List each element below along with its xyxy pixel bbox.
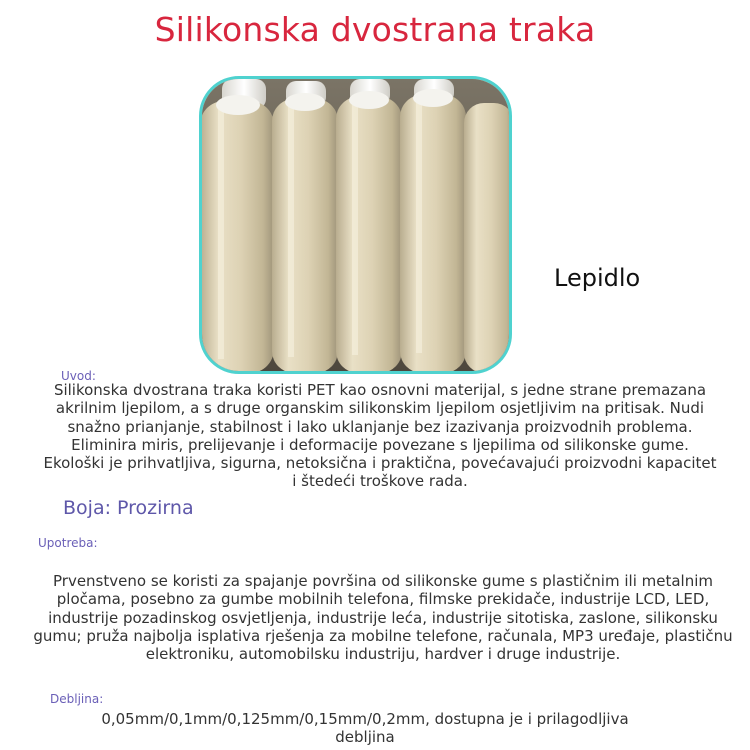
usage-text: Prvenstveno se koristi za spajanje površina od silikonske gume s plastičnim ili metalnim pločama, posebno za gumbe mobilnih telefona, filmske prekidače, industrije LCD, LED, industrije pozadinskog osvjetljenja, industrije leća, industrije sitotiska, zaslone, silikonsku gumu; pruža najbolja isplativa rješenja za mobilne telefone, računala, MP3 uređaje, plastičnu elektroniku, automobilsku industriju, hardver i druge industrije. xyxy=(33,572,733,664)
color-value: Prozirna xyxy=(117,497,194,519)
color-label: Boja: xyxy=(63,497,111,519)
tape-rolls-photo xyxy=(202,79,509,371)
product-photo xyxy=(199,76,512,374)
thickness-label: Debljina: xyxy=(50,692,104,706)
color-line xyxy=(63,497,194,519)
adhesive-label: Lepidlo xyxy=(554,264,641,292)
thickness-text: 0,05mm/0,1mm/0,125mm/0,15mm/0,2mm, dostupna je i prilagodljiva debljina xyxy=(101,710,629,747)
page-title: Silikonska dvostrana traka xyxy=(154,10,596,49)
intro-text: Silikonska dvostrana traka koristi PET kao osnovni materijal, s jedne strane premazana akrilnim ljepilom, a s druge organskim silikonskim ljepilom osjetljivim na pritisak. Nudi snažno prianjanje, stabilnost i lako uklanjanje bez izazivanja proizvodnih problema. Eliminira miris, prelijevanje i deformacije povezane s ljepilima od silikonske gume. Ekološki je prihvatljiva, sigurna, netoksična i praktična, povećavajući proizvodni kapacitet i štedeći troškove rada. xyxy=(43,381,717,491)
intro-label: Uvod: xyxy=(61,369,96,383)
usage-label: Upotreba: xyxy=(38,536,98,550)
